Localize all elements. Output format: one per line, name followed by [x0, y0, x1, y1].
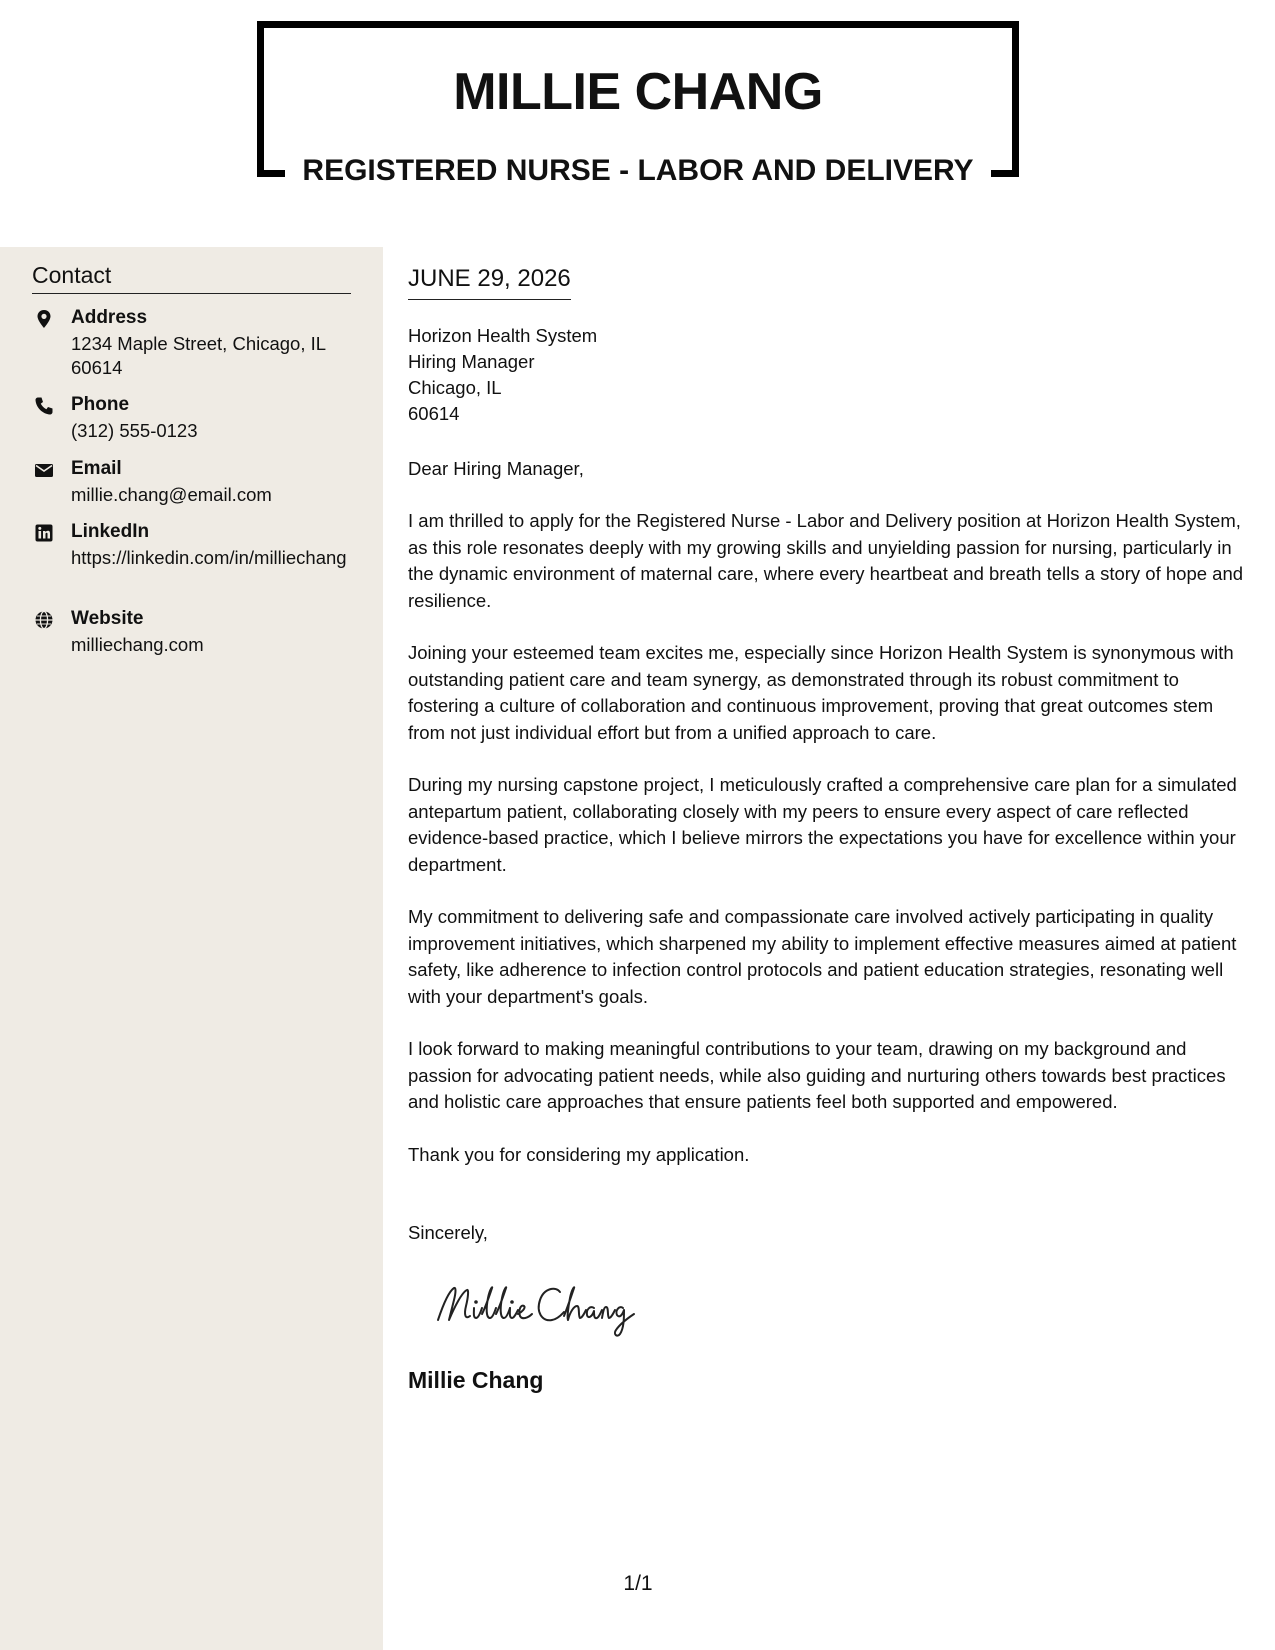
- globe-icon: [34, 610, 54, 630]
- job-title: [257, 154, 1019, 188]
- body-paragraph: Joining your esteemed team excites me, especially since Horizon Health System is synonymous with outstanding patient care and team synergy, as demonstrated through its robust commitment to fostering a culture of collaboration and continuous improvement, proving that great outcomes stem from not just individual effort but from a unified approach to care.: [408, 642, 1234, 743]
- job-title-text: REGISTERED NURSE - LABOR AND DELIVERY: [290, 154, 985, 187]
- signer-name: Millie Chang: [408, 1367, 544, 1393]
- body-paragraph: I am thrilled to apply for the Registered Nurse - Labor and Delivery position at Horizon Health System, as this role resonates deeply with my growing skills and unyielding passion for nursing, particularly in the dynamic environment of maternal care, where every heartbeat and breath tells a story of hope and resilience.: [408, 510, 1244, 611]
- applicant-name: MILLIE CHANG: [453, 63, 823, 121]
- contact-label-address: Address: [71, 307, 148, 328]
- recipient-block: [408, 323, 597, 427]
- phone-icon: [34, 396, 54, 416]
- contact-label-website: Website: [71, 608, 144, 629]
- handwritten-signature: [432, 1278, 652, 1338]
- contact-value-website[interactable]: milliechang.com: [71, 634, 204, 655]
- body-paragraph: During my nursing capstone project, I meticulously crafted a comprehensive care plan for a simulated antepartum patient, collaborating closely with my peers to ensure every aspect of care reflected evidence-based practice, which I believe mirrors the expectations you have for excellence within your department.: [408, 774, 1237, 875]
- body-paragraph: Thank you for considering my application.: [408, 1143, 750, 1165]
- body-paragraph: I look forward to making meaningful contributions to your team, drawing on my background and passion for advocating patient needs, while also guiding and nurturing others towards best practices and holistic care approaches that ensure patients feel both supported and empowered.: [408, 1038, 1226, 1112]
- contact-value-linkedin[interactable]: https://linkedin.com/in/milliechang: [71, 547, 347, 568]
- contact-value-email[interactable]: millie.chang@email.com: [71, 484, 272, 505]
- letter-body: [408, 508, 1253, 1194]
- recipient-line: Hiring Manager: [408, 351, 535, 372]
- map-pin-icon: [34, 309, 54, 329]
- contact-label-linkedin: LinkedIn: [71, 521, 150, 542]
- letter-date: JUNE 29, 2026: [408, 265, 571, 300]
- linkedin-icon: [34, 523, 54, 543]
- page-number: 1/1: [623, 1572, 653, 1595]
- contact-label-phone: Phone: [71, 394, 130, 415]
- body-paragraph: My commitment to delivering safe and compassionate care involved actively participating in quality improvement initiatives, which sharpened my ability to implement effective measures aimed at patient safety, like adherence to infection control protocols and patient education strategies, resonating well with your department's goals.: [408, 906, 1237, 1007]
- envelope-icon: [34, 460, 54, 480]
- contact-heading: Contact: [32, 262, 351, 294]
- salutation: Dear Hiring Manager,: [408, 458, 584, 479]
- contact-sidebar: [0, 247, 383, 1650]
- contact-label-email: Email: [71, 458, 122, 479]
- contact-value-phone: (312) 555-0123: [71, 420, 198, 441]
- recipient-line: Chicago, IL: [408, 377, 502, 398]
- contact-value-address: 1234 Maple Street, Chicago, IL 60614: [71, 333, 326, 378]
- closing: Sincerely,: [408, 1222, 488, 1243]
- recipient-line: 60614: [408, 403, 460, 424]
- recipient-line: Horizon Health System: [408, 325, 598, 346]
